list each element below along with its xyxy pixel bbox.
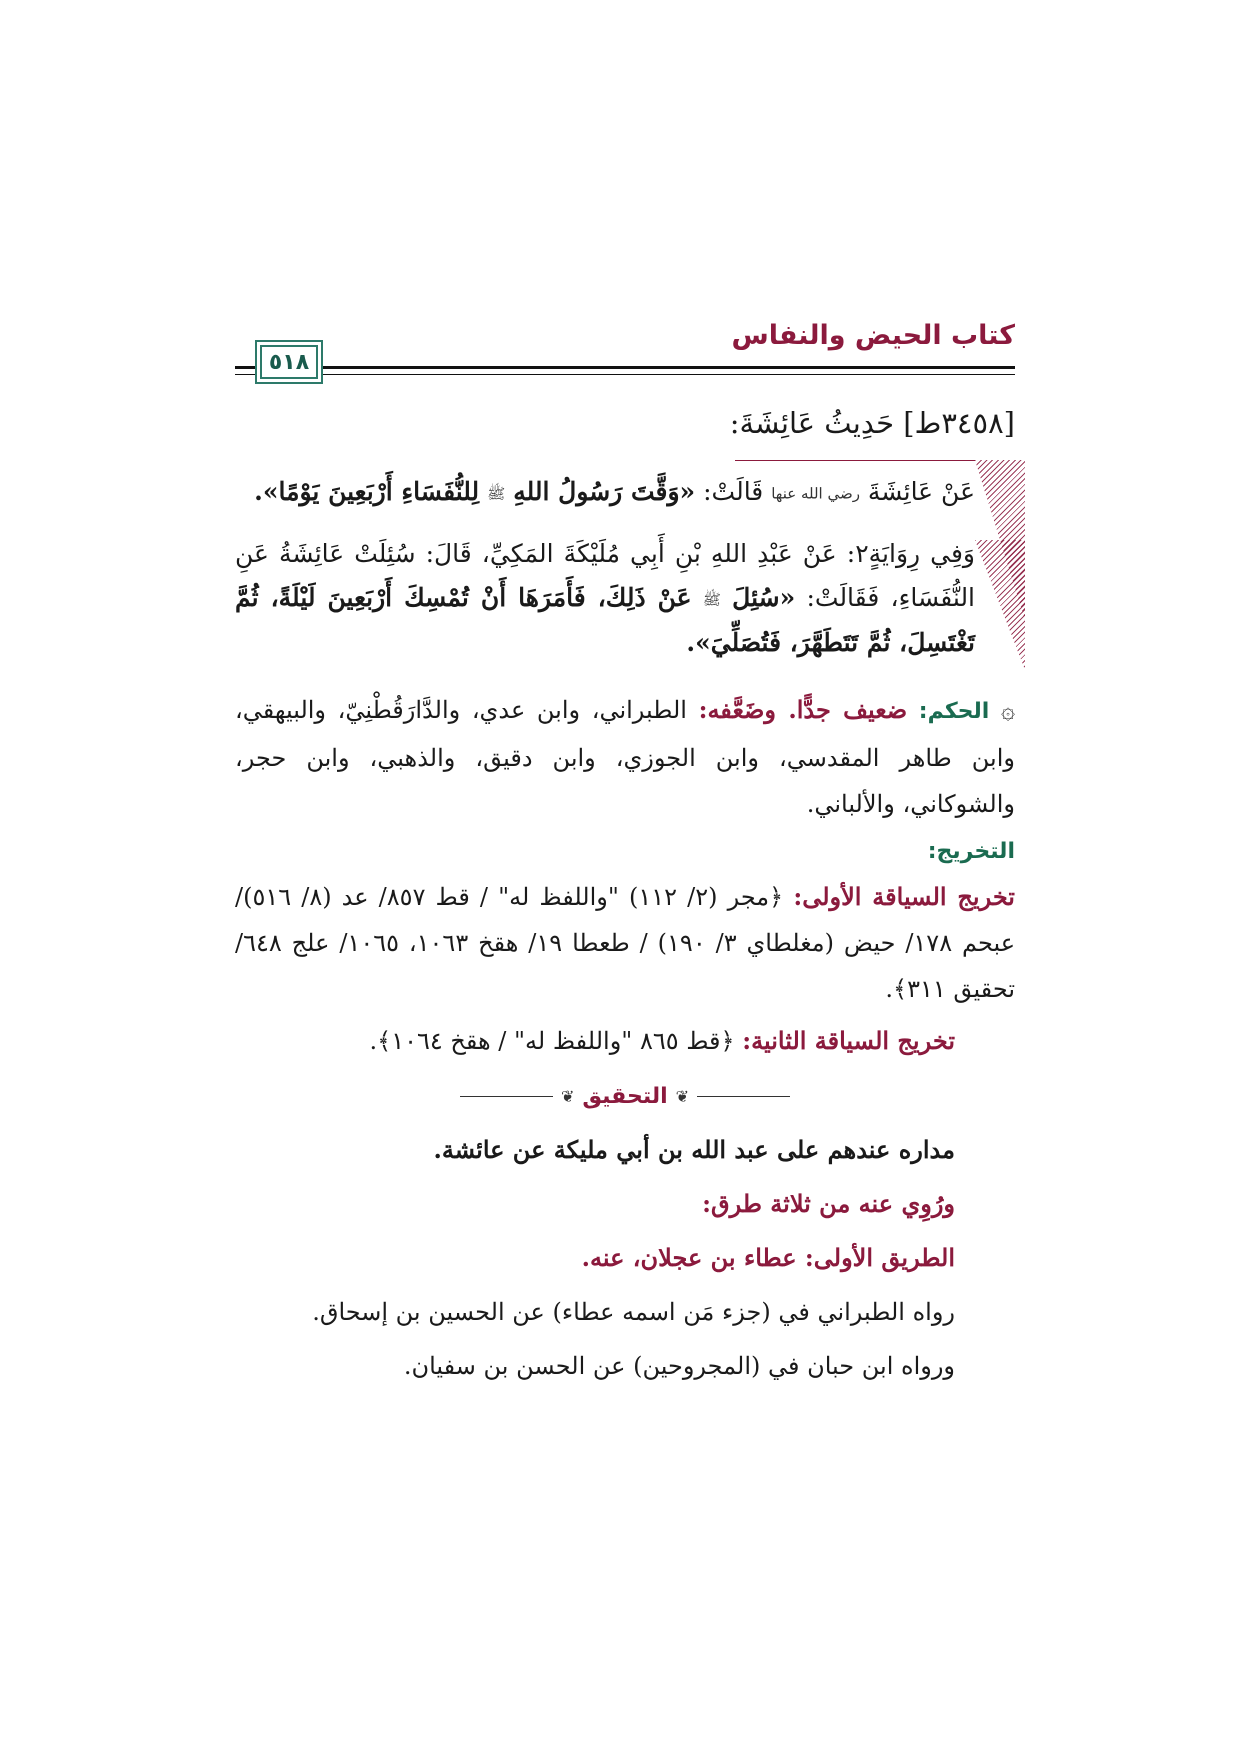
prophetic-text: لِلنُّفَسَاءِ أَرْبَعِينَ يَوْمًا». bbox=[254, 477, 480, 506]
research-p5: ورواه ابن حبان في (المجروحين) عن الحسن بن سفيان. bbox=[403, 1352, 955, 1380]
divider-ornament-icon: ❦ bbox=[675, 1087, 690, 1106]
takhrij-first bbox=[235, 874, 1015, 1012]
corner-ornament-icon bbox=[975, 540, 1025, 670]
research-p1: مداره عندهم على عبد الله بن أبي مليكة عن عائشة. bbox=[433, 1135, 955, 1164]
narration-text: قَالَتْ: bbox=[695, 477, 764, 506]
header-rule-thick bbox=[235, 366, 1015, 369]
research-divider bbox=[460, 1084, 790, 1109]
divider-line bbox=[460, 1096, 553, 1097]
research-section bbox=[235, 1123, 1015, 1393]
takhrij-second bbox=[235, 1018, 1015, 1064]
prophetic-text: عَنْ ذَلِكَ، فَأَمَرَهَا أَنْ تُمْسِكَ أَرْبَعِينَ لَيْلَةً، ثُمَّ تَغْتَسِلَ، ثُمَّ تَتَطَهَّرَ، فَتُصَلِّيَ». bbox=[235, 582, 975, 657]
honorific-ligature: رضي الله عنها bbox=[771, 484, 860, 503]
book-title: كتاب الحيض والنفاس bbox=[731, 320, 1015, 351]
research-p4: رواه الطبراني في (جزء مَن اسمه عطاء) عن الحسين بن إسحاق. bbox=[312, 1298, 955, 1326]
ruling-ornament-icon: ۞ bbox=[1000, 696, 1015, 724]
hadith-title: [٣٤٥٨ط] حَدِيثُ عَائِشَةَ: bbox=[729, 406, 1015, 440]
narration-text: عَنْ عَائِشَةَ bbox=[867, 477, 975, 506]
divider-line bbox=[697, 1096, 790, 1097]
research-heading: التحقيق bbox=[582, 1084, 668, 1109]
hadith-narration-2 bbox=[235, 532, 975, 666]
honorific-ligature: ﷺ bbox=[702, 590, 721, 608]
ruling-label: الحكم: bbox=[918, 699, 990, 724]
takhrij-second-label: تخريج السياقة الثانية: bbox=[742, 1026, 955, 1055]
divider-ornament-icon: ❦ bbox=[560, 1087, 575, 1106]
ruling-text: الطبراني، وابن عدي، والدَّارَقُطْنِيّ، والبيهقي، وابن طاهر المقدسي، وابن الجوزي، وابن دقيق، والذهبي، وابن حجر، والشوكاني، والألباني. bbox=[235, 696, 1015, 818]
takhrij-heading: التخريج: bbox=[927, 839, 1015, 864]
page-header bbox=[235, 300, 1015, 390]
ruling-paragraph bbox=[235, 687, 1015, 827]
prophetic-text: «وَقَّتَ رَسُولُ اللهِ bbox=[513, 477, 696, 506]
takhrij-second-text: ﴿قط ٨٦٥ "واللفظ له" / هقخ ١٠٦٤﴾. bbox=[369, 1027, 735, 1055]
hadith-text bbox=[235, 470, 1015, 665]
page bbox=[235, 300, 1015, 1393]
hadith-narration-1 bbox=[235, 470, 975, 516]
prophetic-text: «سُئِلَ bbox=[732, 582, 796, 612]
research-p3: الطريق الأولى: عطاء بن عجلان، عنه. bbox=[581, 1243, 955, 1272]
takhrij-first-text: ﴿مجر (٢/ ١١٢) "واللفظ له" / قط ٨٥٧/ عد (٨/ ٥١٦)/ عبحم ١٧٨/ حيض (مغلطاي ٣/ ١٩٠) / طعطا ١٩/ هقخ ١٠٦٣، ١٠٦٥/ علج ٦٤٨/ تحقيق ٣١١﴾. bbox=[235, 883, 1016, 1003]
research-p2: ورُوِي عنه من ثلاثة طرق: bbox=[702, 1189, 955, 1218]
ruling-grade: ضعيف جدًّا. وضَعَّفه: bbox=[698, 695, 908, 724]
header-rule-thin bbox=[235, 374, 1015, 375]
takhrij-first-label: تخريج السياقة الأولى: bbox=[793, 882, 1015, 911]
honorific-ligature: ﷺ bbox=[487, 484, 506, 503]
page-number: ٥١٨ bbox=[255, 340, 323, 384]
narration-text: وَفِي رِوَايَةٍ٢: عَنْ عَبْدِ اللهِ بْنِ أَبِي مُلَيْكَةَ المَكِيِّ، قَالَ: سُئِلَتْ عَائِشَةُ عَنِ النُّفَسَاءِ، فَقَالَتْ: bbox=[235, 538, 976, 612]
ornament-line bbox=[735, 460, 975, 461]
